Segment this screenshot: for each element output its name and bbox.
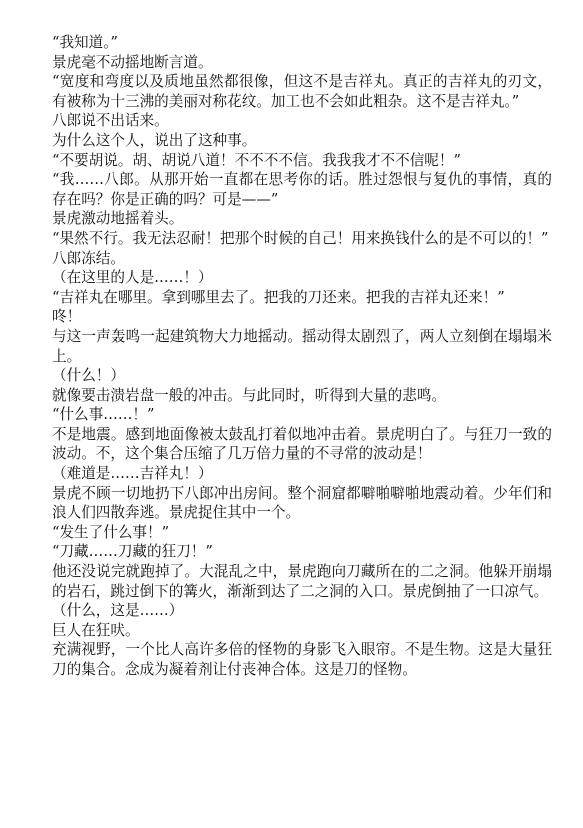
paragraph: 景虎毫不动摇地断言道。 <box>52 53 213 71</box>
paragraph: “什么事……！” <box>52 406 155 424</box>
paragraph: （难道是……吉祥丸！） <box>52 465 213 483</box>
paragraph: “吉祥丸在哪里。拿到哪里去了。把我的刀还来。把我的吉祥丸还来！” <box>52 288 505 306</box>
paragraph: “我知道。” <box>52 34 118 51</box>
paragraph: 咚！ <box>52 308 82 326</box>
paragraph: 景虎激动地摇着头。 <box>52 210 184 228</box>
paragraph: （什么！） <box>52 367 125 385</box>
paragraph: 巨人在狂吠。 <box>52 621 140 639</box>
paragraph: 充满视野，一个比人高许多倍的怪物的身影飞入眼帘。不是生物。这是大量狂刀的集合。念成为凝着剂让付丧神合体。这是刀的怪物。 <box>52 641 552 678</box>
novel-text-body <box>52 33 552 680</box>
paragraph: “宽度和弯度以及质地虽然都很像，但这不是吉祥丸。真正的吉祥丸的刃文，有被称为十三沸的美丽对称花纹。加工也不会如此粗杂。这不是吉祥丸。” <box>52 73 552 110</box>
paragraph: “发生了什么事！” <box>52 523 170 541</box>
paragraph: “不要胡说。胡、胡说八道！不不不不信。我我我才不不信呢！” <box>52 151 461 169</box>
paragraph: 不是地震。感到地面像被太鼓乱打着似地冲击着。景虎明白了。与狂刀一致的波动。不，这个集合压缩了几万倍力量的不寻常的波动是！ <box>52 425 552 463</box>
paragraph: 景虎不顾一切地扔下八郎冲出房间。整个洞窟都噼啪噼啪地震动着。少年们和浪人们四散奔逃。景虎捉住其中一个。 <box>52 484 552 522</box>
paragraph: 就像要击溃岩盘一般的冲击。与此同时，听得到大量的悲鸣。 <box>52 386 447 404</box>
paragraph: 八郎冻结。 <box>52 249 125 267</box>
paragraph: 为什么这个人，说出了这种事。 <box>52 131 257 149</box>
paragraph: （在这里的人是……！） <box>52 269 213 287</box>
paragraph: （什么，这是……） <box>52 602 184 620</box>
paragraph: “果然不行。我无法忍耐！把那个时候的自己！用来换钱什么的是不可以的！” <box>52 229 549 247</box>
paragraph: 他还没说完就跑掉了。大混乱之中，景虎跑向刀藏所在的二之洞。他躲开崩塌的岩石，跳过倒下的篝火，渐渐到达了二之洞的入口。景虎倒抽了一口凉气。 <box>52 563 552 600</box>
paragraph: “刀藏……刀藏的狂刀！” <box>52 543 213 561</box>
paragraph: “我……八郎。从那开始一直都在思考你的话。胜过怨恨与复仇的事情，真的存在吗？你是正确的吗？可是——” <box>52 171 552 208</box>
paragraph: 与这一声轰鸣一起建筑物大力地摇动。摇动得太剧烈了，两人立刻倒在塌塌米上。 <box>52 327 552 365</box>
paragraph: 八郎说不出话来。 <box>52 112 169 130</box>
